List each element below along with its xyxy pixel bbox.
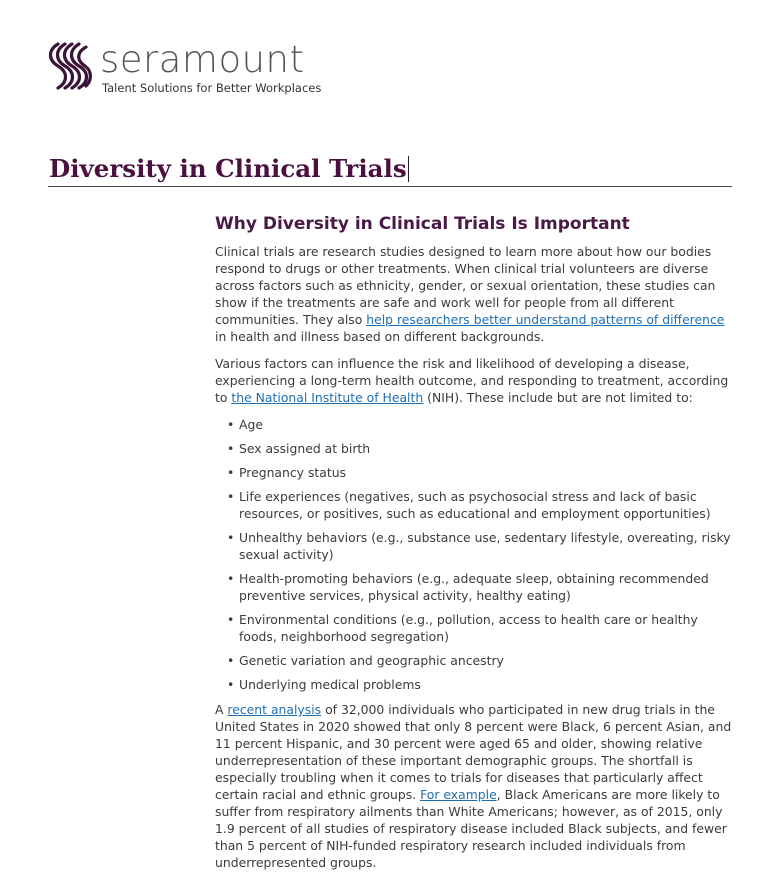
list-item: • Genetic variation and geographic ancestry [215, 652, 735, 669]
page-title-text: Diversity in Clinical Trials [49, 154, 407, 183]
list-item: • Underlying medical problems [215, 676, 735, 693]
factors-list [215, 416, 735, 693]
list-item: • Sex assigned at birth [215, 440, 735, 457]
list-item: • Environmental conditions (e.g., pollution, access to health care or healthy foods, neighborhood segregation) [215, 611, 735, 645]
list-item: • Health-promoting behaviors (e.g., adequate sleep, obtaining recommended preventive services, physical activity, healthy eating) [215, 570, 735, 604]
paragraph-intro-text-1: Clinical trials are research studies designed to learn more about how our bodies respond to drugs or other treatments. When clinical trial volunteers are diverse across factors such as ethnicity, gender, or sexual orientation, these studies can show if the treatments are safe and work well for people from all different communities. They also [215, 244, 716, 327]
paragraph-intro [215, 243, 735, 345]
seramount-logo[interactable] [44, 38, 321, 95]
page-title[interactable] [49, 154, 409, 183]
list-item: • Unhealthy behaviors (e.g., substance use, sedentary lifestyle, overeating, risky sexual activity) [215, 529, 735, 563]
text-cursor [408, 156, 409, 182]
paragraph-analysis-text-2: of 32,000 individuals who participated in new drug trials in the United States in 2020 showed that only 8 percent were Black, 6 percent Asian, and 11 percent Hispanic, and 30 percent were aged 65 and older, showing relative underrepresentation of these important demographic groups. The shortfall is especially troubling when it comes to trials for diseases that particularly affect certain racial and ethnic groups. [215, 702, 732, 802]
logo-tagline: Talent Solutions for Better Workplaces [102, 81, 322, 95]
paragraph-analysis [215, 701, 735, 871]
list-item: • Life experiences (negatives, such as psychosocial stress and lack of basic resources, or positives, such as educational and employment opportunities) [215, 488, 735, 522]
paragraph-intro-text-2: in health and illness based on different backgrounds. [215, 329, 545, 344]
article-body [215, 214, 735, 881]
paragraph-analysis-text-1: A [215, 702, 228, 717]
link-nih[interactable]: the National Institute of Health [231, 390, 424, 405]
title-divider [48, 186, 732, 187]
list-item: • Pregnancy status [215, 464, 735, 481]
link-patterns-of-difference[interactable]: help researchers better understand patterns of difference [366, 312, 725, 327]
paragraph-analysis-text-3: , Black Americans are more likely to suffer from respiratory ailments than White Americans; however, as of 2015, only 1.9 percent of all studies of respiratory disease included Black subjects, and fewer than 5 percent of NIH-funded respiratory research included individuals from underrepresented groups. [215, 787, 727, 870]
paragraph-factors [215, 355, 735, 406]
link-for-example[interactable]: For example [420, 787, 497, 802]
section-title: Why Diversity in Clinical Trials Is Important [215, 214, 630, 234]
paragraph-factors-text-1: Various factors can influence the risk and likelihood of developing a disease, experiencing a long-term health outcome, and responding to treatment, according to [215, 356, 729, 405]
paragraph-factors-text-2: (NIH). These include but are not limited to: [423, 390, 693, 405]
logo-name: seramount [100, 38, 305, 81]
seramount-logo-icon [44, 38, 94, 94]
list-item: • Age [215, 416, 735, 433]
link-recent-analysis[interactable]: recent analysis [227, 702, 322, 717]
logo-text [100, 38, 321, 95]
